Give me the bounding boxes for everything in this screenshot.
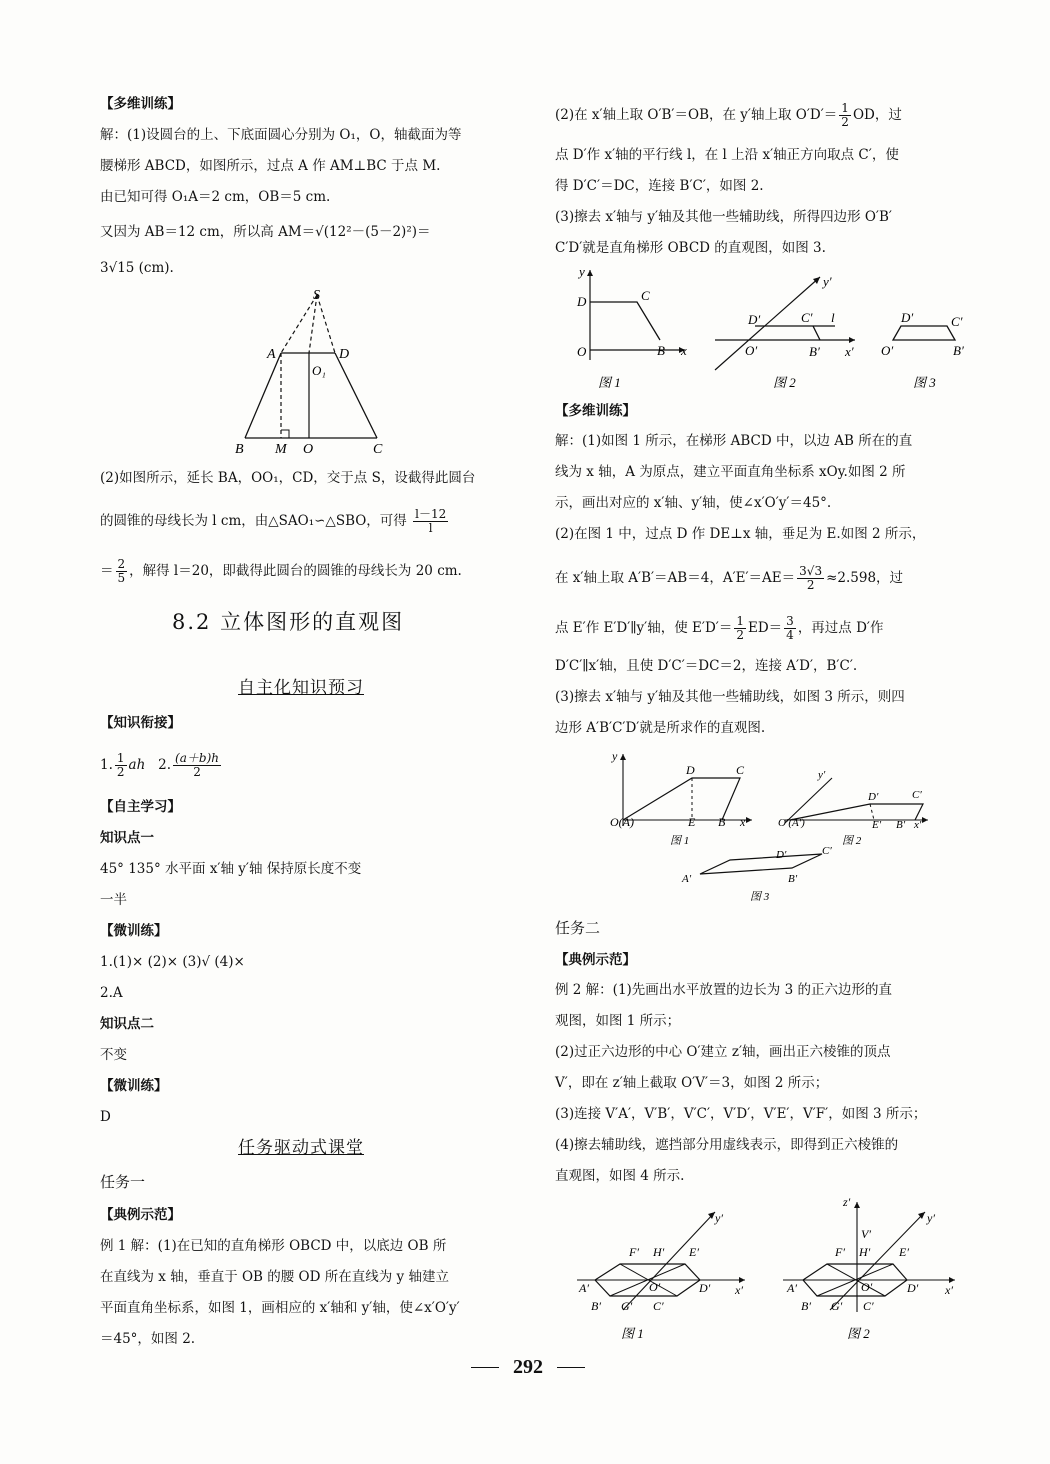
heading-duowei: 【多维训练】 [555, 403, 636, 419]
text-line: (3)擦去 x′轴与 y′轴及其他一些辅助线，如图 3 所示，则四 [555, 689, 905, 705]
svg-text:x′: x′ [845, 344, 854, 359]
text-line: (4)擦去辅助线，遮挡部分用虚线表示，即得到正六棱锥的 [555, 1137, 899, 1153]
heading-zhishi: 【知识衔接】 [100, 715, 181, 731]
text-line: 在直线为 x 轴，垂直于 OB 的腰 OD 所在直线为 y 轴建立 [100, 1269, 449, 1285]
text-line: D [100, 1109, 111, 1125]
svg-text:D′: D′ [907, 1281, 919, 1295]
svg-text:B′: B′ [809, 344, 820, 359]
svg-text:D′: D′ [776, 849, 787, 861]
fraction: $\frac{l-12}{l}$ [415, 507, 447, 535]
svg-text:B: B [657, 343, 665, 358]
text-line: 得 D′C′＝DC，连接 B′C′，如图 2. [555, 178, 764, 194]
divider [557, 1367, 585, 1368]
svg-text:图 1: 图 1 [621, 1326, 644, 1341]
svg-text:B′: B′ [896, 819, 906, 831]
svg-text:B′: B′ [953, 343, 964, 358]
svg-text:F′: F′ [629, 1245, 639, 1259]
svg-text:y: y [612, 749, 618, 763]
section-title: 8.2 立体图形的直观图 [172, 610, 405, 634]
svg-text:H′: H′ [859, 1245, 871, 1259]
knowledge-point-2: 知识点二 [100, 1016, 154, 1032]
formula-line: 1. $\frac{1}{2}$ ah 2. $\frac{(a+b)h}{2}$ [100, 751, 219, 779]
text-line: ＝ $\frac{2}{5}$ ，解得 l＝20，即截得此圆台的圆锥的母线长为 20 cm. [100, 557, 462, 585]
svg-text:图 1: 图 1 [598, 375, 621, 390]
subsection-title: 任务驱动式课堂 [238, 1138, 364, 1158]
text-line: 例 2 解：(1)先画出水平放置的边长为 3 的正六边形的直 [555, 982, 892, 998]
text-line: ＝45°，如图 2. [100, 1331, 196, 1347]
svg-text:O′: O′ [649, 1280, 661, 1294]
text-line: D′C′∥x′轴，且使 D′C′＝DC＝2，连接 A′D′，B′C′. [555, 658, 858, 674]
subsection-title: 自主化知识预习 [238, 678, 364, 698]
svg-text:y: y [579, 264, 585, 279]
svg-text:y′: y′ [818, 769, 826, 781]
svg-text:O(A): O(A) [610, 815, 634, 829]
text-line: C′D′就是直角梯形 OBCD 的直观图，如图 3. [555, 240, 826, 256]
svg-text:图 2: 图 2 [842, 835, 862, 847]
frustum-cone-figure [225, 283, 405, 463]
svg-text:C′: C′ [951, 314, 963, 329]
svg-text:D: D [577, 294, 587, 309]
heading-zizhu: 【自主学习】 [100, 799, 181, 815]
svg-text:l: l [831, 310, 835, 325]
svg-text:A′: A′ [579, 1281, 589, 1295]
label-O: O [303, 442, 314, 457]
svg-text:x: x [740, 815, 746, 829]
text-line: 45° 135° 水平面 x′轴 y′轴 保持原长度不变 [100, 861, 362, 877]
svg-text:O′: O′ [745, 343, 758, 358]
svg-text:图 3: 图 3 [750, 891, 770, 903]
svg-text:E′: E′ [872, 819, 882, 831]
svg-text:B: B [718, 815, 726, 829]
svg-text:O′: O′ [881, 343, 894, 358]
svg-text:y′: y′ [927, 1211, 935, 1225]
text-line: 例 1 解：(1)在已知的直角梯形 OBCD 中，以底边 OB 所 [100, 1238, 447, 1254]
text-line: 由已知可得 O₁A＝2 cm，OB＝5 cm. [100, 189, 331, 205]
text-line: 直观图，如图 4 所示. [555, 1168, 685, 1184]
svg-text:C′: C′ [822, 845, 832, 857]
svg-text:图 1: 图 1 [670, 835, 690, 847]
divider [471, 1367, 499, 1368]
label-S: S [313, 288, 320, 303]
page-footer [458, 1356, 598, 1379]
svg-text:G′: G′ [831, 1299, 843, 1313]
heading-duowei: 【多维训练】 [100, 96, 181, 112]
svg-text:C′: C′ [653, 1299, 664, 1313]
text-line: 点 D′作 x′轴的平行线 l，在 l 上沿 x′轴正方向取点 C′，使 [555, 147, 899, 163]
label-C: C [373, 442, 383, 457]
svg-text:C′: C′ [801, 310, 813, 325]
text-line: 解：(1)设圆台的上、下底面圆心分别为 O₁，O，轴截面为等 [100, 127, 462, 143]
svg-text:D′: D′ [901, 310, 914, 325]
svg-text:C′: C′ [863, 1299, 874, 1313]
svg-text:x′: x′ [945, 1283, 953, 1297]
text-line: 又因为 AB＝12 cm，所以高 AM＝√(12²－(5－2)²)＝ [100, 224, 431, 240]
text-line: 示，画出对应的 x′轴、y′轴，使∠x′O′y′＝45°. [555, 495, 832, 511]
hexagon-figures [565, 1192, 985, 1352]
svg-text:A′: A′ [682, 873, 692, 885]
text-line: 不变 [100, 1047, 127, 1063]
text-line: 腰梯形 ABCD，如图所示，过点 A 作 AM⊥BC 于点 M. [100, 158, 441, 174]
label-B: B [235, 442, 244, 457]
label-O1: O₁ [312, 363, 326, 378]
svg-text:C′: C′ [912, 789, 922, 801]
label-D: D [339, 347, 350, 362]
text-line: (3)擦去 x′轴与 y′轴及其他一些辅助线，所得四边形 O′B′ [555, 209, 892, 225]
fraction: $\frac{2}{5}$ [117, 557, 126, 585]
svg-text:x: x [681, 343, 687, 358]
svg-text:B′: B′ [801, 1299, 811, 1313]
svg-text:C: C [736, 763, 745, 777]
svg-text:G′: G′ [621, 1299, 633, 1313]
heading-weixunlian: 【微训练】 [100, 1078, 168, 1094]
svg-text:C: C [641, 288, 650, 303]
text-line: 观图，如图 1 所示； [555, 1013, 681, 1029]
svg-text:V′: V′ [861, 1227, 871, 1241]
text-line: 一半 [100, 892, 127, 908]
svg-text:O′(A′): O′(A′) [778, 817, 805, 829]
svg-text:图 2: 图 2 [847, 1326, 870, 1341]
text-line: 平面直角坐标系，如图 1，画相应的 x′轴和 y′轴，使∠x′O′y′ [100, 1300, 460, 1316]
svg-text:F′: F′ [835, 1245, 845, 1259]
text-line: V′，即在 z′轴上截取 O′V′＝3，如图 2 所示； [555, 1075, 829, 1091]
svg-text:O′: O′ [861, 1280, 873, 1294]
text-line: 线为 x 轴，A 为原点，建立平面直角坐标系 xOy.如图 2 所 [555, 464, 906, 480]
text-line: (2)在 x′轴上取 O′B′＝OB，在 y′轴上取 O′D′＝ $\frac{1}{2}$ OD，过 [555, 101, 902, 129]
svg-text:B′: B′ [788, 873, 798, 885]
svg-text:E′: E′ [899, 1245, 909, 1259]
svg-text:图 3: 图 3 [913, 375, 936, 390]
svg-text:D′: D′ [699, 1281, 711, 1295]
heading-weixunlian: 【微训练】 [100, 923, 168, 939]
trapezoid-figures [565, 262, 985, 392]
label-A: A [267, 347, 276, 362]
text-line: 3√15 (cm). [100, 260, 174, 276]
text-line: 点 E′作 E′D′∥y′轴，使 E′D′＝ $\frac{1}{2}$ ED＝ $\frac{3}{4}$ ，再过点 D′作 [555, 614, 884, 642]
abcd-figures [600, 748, 940, 908]
label-M: M [275, 442, 287, 457]
svg-text:图 2: 图 2 [773, 375, 796, 390]
text-line: (2)如图所示，延长 BA，OO₁，CD，交于点 S，设截得此圆台 [100, 470, 476, 486]
text-line: 边形 A′B′C′D′就是所求作的直观图. [555, 720, 766, 736]
svg-text:E: E [688, 815, 696, 829]
svg-text:x′: x′ [735, 1283, 743, 1297]
svg-text:H′: H′ [653, 1245, 665, 1259]
svg-text:y′: y′ [715, 1211, 723, 1225]
svg-text:E′: E′ [689, 1245, 699, 1259]
svg-text:y′: y′ [823, 274, 832, 289]
text-line: 1.(1)× (2)× (3)√ (4)× [100, 954, 245, 970]
svg-text:z′: z′ [843, 1195, 851, 1209]
text-line: 解：(1)如图 1 所示，在梯形 ABCD 中，以边 AB 所在的直 [555, 433, 913, 449]
heading-dianli: 【典例示范】 [100, 1207, 181, 1223]
heading-dianli: 【典例示范】 [555, 952, 636, 968]
text-line: 2.A [100, 985, 123, 1001]
text-line: 的圆锥的母线长为 l cm，由△SAO₁∽△SBO，可得 $\frac{l-12}{l}$ [100, 507, 447, 535]
page-number: 292 [513, 1356, 543, 1378]
task-title: 任务一 [100, 1173, 146, 1191]
svg-text:D′: D′ [868, 791, 879, 803]
text-line: (3)连接 V′A′，V′B′，V′C′，V′D′，V′E′，V′F′，如图 3 所示； [555, 1106, 927, 1122]
svg-text:A′: A′ [787, 1281, 797, 1295]
svg-text:O: O [577, 344, 587, 359]
svg-text:D: D [686, 763, 695, 777]
svg-text:D′: D′ [748, 312, 761, 327]
text-line: (2)在图 1 中，过点 D 作 DE⊥x 轴，垂足为 E.如图 2 所示， [555, 526, 926, 542]
task-title: 任务二 [555, 919, 601, 937]
text-line: 在 x′轴上取 A′B′＝AB＝4，A′E′＝AE＝ $\frac{3√3}{2}$ ≈2.598，过 [555, 564, 904, 592]
knowledge-point-1: 知识点一 [100, 830, 154, 846]
text-line: (2)过正六边形的中心 O′建立 z′轴，画出正六棱锥的顶点 [555, 1044, 891, 1060]
svg-text:x′: x′ [914, 819, 922, 831]
svg-text:B′: B′ [591, 1299, 601, 1313]
